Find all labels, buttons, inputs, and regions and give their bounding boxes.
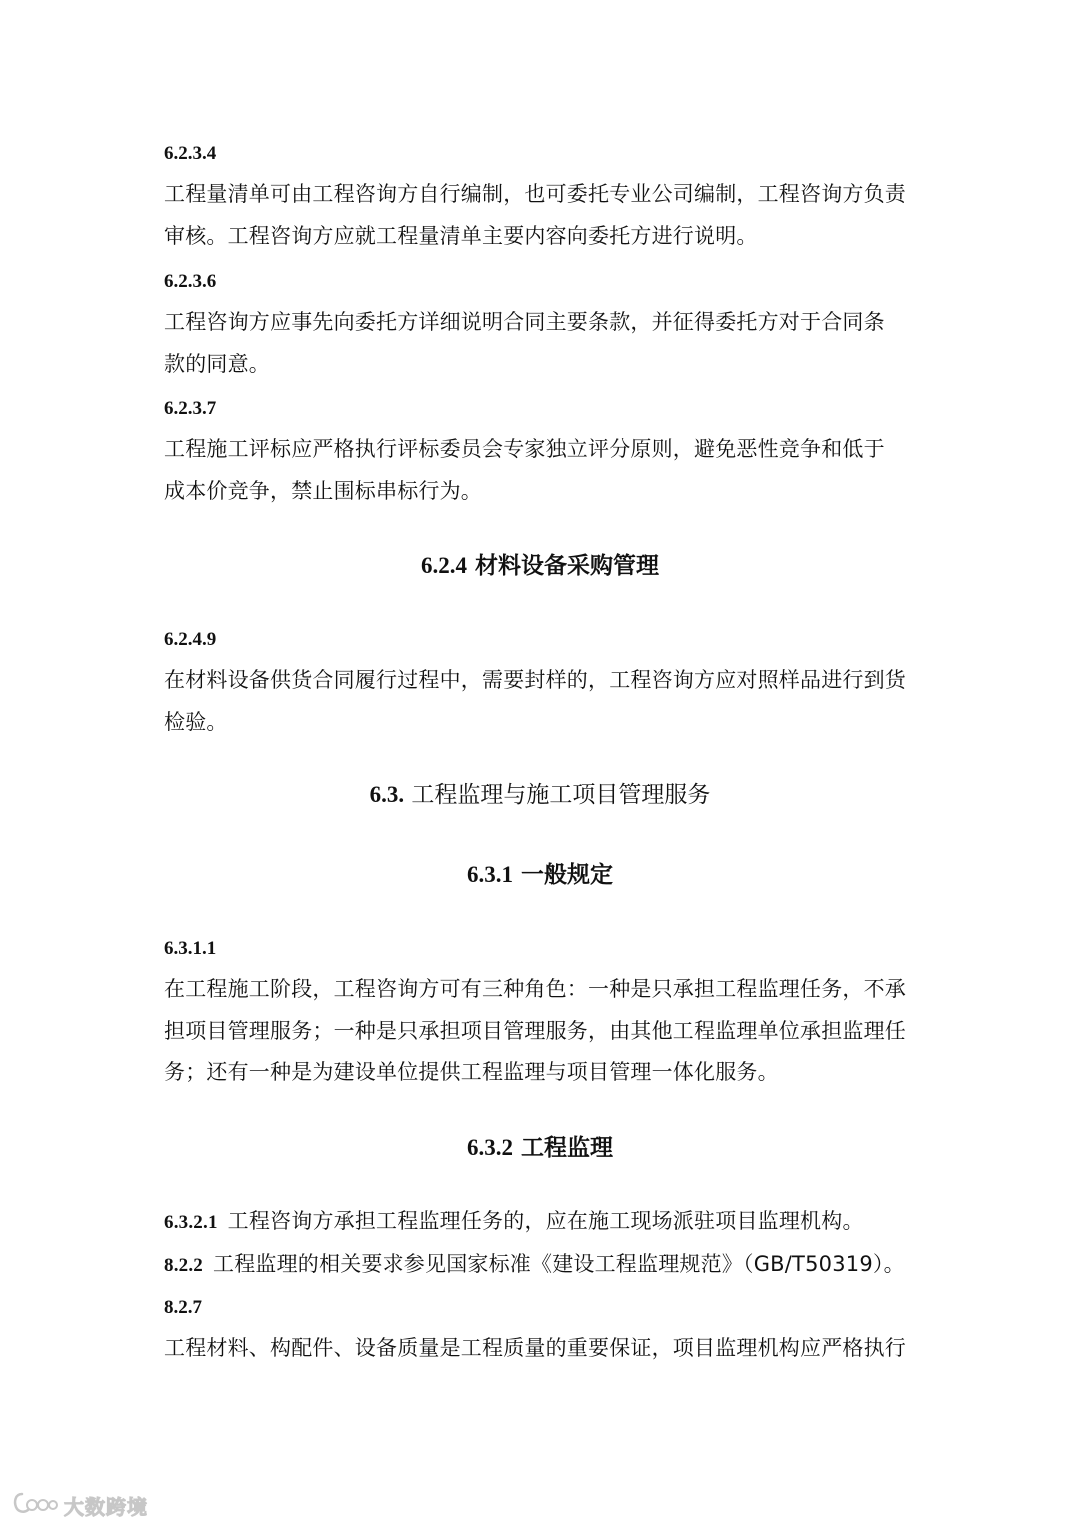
section-heading-6-3-2 (0, 1133, 1080, 1163)
clause-text-6-2-3-4 (164, 174, 916, 257)
paragraph-line: 成本价竞争，禁止围标串标行为。 (164, 478, 482, 503)
clause-number-8-2-2: 8.2.2 (164, 1255, 203, 1276)
clause-text-6-3-1-1 (164, 969, 916, 1094)
heading-number: 6.3. (369, 782, 405, 807)
paragraph-line: 工程材料、构配件、设备质量是工程质量的重要保证，项目监理机构应严格执行 (164, 1336, 906, 1360)
heading-number: 6.2.4 (420, 553, 467, 578)
heading-title: 一般规定 (521, 862, 613, 888)
clause-number-6-2-3-7: 6.2.3.7 (164, 398, 217, 419)
section-heading-6-3-1 (0, 860, 1080, 890)
clause-number-6-3-1-1: 6.3.1.1 (164, 938, 217, 959)
clause-text-6-2-3-6 (164, 302, 916, 385)
paragraph-line: 款的同意。 (164, 351, 270, 376)
clause-text-6-3-2-1: 工程咨询方承担工程监理任务的，应在施工现场派驻项目监理机构。 (227, 1209, 864, 1233)
paragraph-line: 工程施工评标应严格执行评标委员会专家独立评分原则，避免恶性竞争和低于 (164, 437, 885, 461)
watermark (12, 1490, 148, 1520)
brand-logo-icon (12, 1490, 58, 1520)
clause-number-6-2-3-6: 6.2.3.6 (164, 271, 217, 292)
clause-text-8-2-2: 工程监理的相关要求参见国家标准《建设工程监理规范》（GB/T50319）。 (213, 1252, 905, 1276)
paragraph-line: 在材料设备供货合同履行过程中，需要封样的，工程咨询方应对照样品进行到货 (164, 668, 906, 692)
heading-title: 工程监理 (521, 1135, 613, 1161)
heading-number: 6.3.1 (466, 862, 513, 887)
clause-8-2-2 (164, 1244, 916, 1287)
heading-title: 工程监理与施工项目管理服务 (411, 782, 711, 808)
clause-text-6-2-4-9 (164, 660, 916, 743)
paragraph-line: 担项目管理服务；一种是只承担项目管理服务，由其他工程监理单位承担监理任 (164, 1018, 906, 1043)
paragraph-line: 工程咨询方应事先向委托方详细说明合同主要条款，并征得委托方对于合同条 (164, 310, 885, 334)
heading-number: 6.3.2 (466, 1135, 513, 1160)
paragraph-line: 工程量清单可由工程咨询方自行编制，也可委托专业公司编制，工程咨询方负责 (164, 182, 906, 206)
chapter-heading-6-3 (0, 780, 1080, 810)
clause-number-6-2-3-4: 6.2.3.4 (164, 143, 217, 164)
paragraph-line: 审核。工程咨询方应就工程量清单主要内容向委托方进行说明。 (164, 223, 758, 248)
paragraph-line: 务；还有一种是为建设单位提供工程监理与项目管理一体化服务。 (164, 1060, 779, 1084)
heading-title: 材料设备采购管理 (475, 553, 659, 579)
clause-number-6-3-2-1: 6.3.2.1 (164, 1212, 218, 1233)
paragraph-line: 在工程施工阶段，工程咨询方可有三种角色：一种是只承担工程监理任务，不承 (164, 977, 906, 1001)
watermark-text: 大数跨境 (64, 1494, 148, 1519)
paragraph-line: 检验。 (164, 709, 228, 734)
clause-number-6-2-4-9: 6.2.4.9 (164, 629, 217, 650)
section-heading-6-2-4 (0, 551, 1080, 581)
clause-6-3-2-1 (164, 1201, 916, 1244)
clause-text-6-2-3-7 (164, 429, 916, 512)
clause-number-8-2-7: 8.2.7 (164, 1297, 202, 1318)
clause-text-8-2-7 (164, 1328, 916, 1370)
